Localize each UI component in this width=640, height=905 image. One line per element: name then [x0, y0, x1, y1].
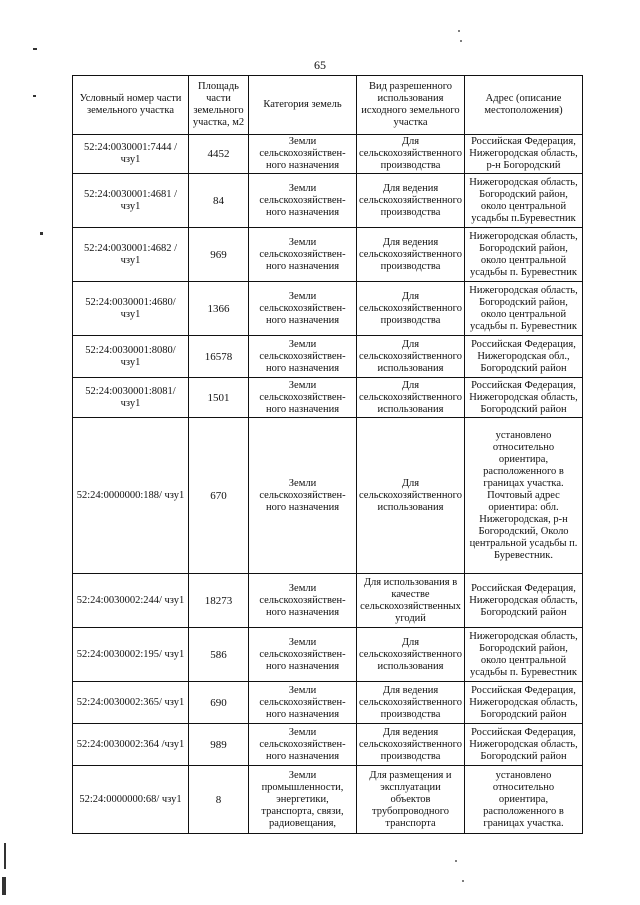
cell-number: 52:24:0030001:4681 /чзу1 — [73, 174, 189, 228]
scan-dash — [40, 232, 43, 235]
cell-area: 1501 — [189, 378, 249, 418]
table-header-row — [73, 76, 583, 135]
scan-edge-line — [2, 877, 6, 895]
cell-category: Земли сельскохозяйствен-ного назначения — [249, 682, 357, 724]
cell-area: 18273 — [189, 574, 249, 628]
cell-number: 52:24:0030001:8080/ чзу1 — [73, 336, 189, 378]
cell-number: 52:24:0030001:4680/ чзу1 — [73, 282, 189, 336]
header-use: Вид разрешенного использования исходного земельного участка — [357, 76, 465, 135]
scan-dash — [33, 95, 36, 97]
cell-category: Земли промышленности, энергетики, транспорта, связи, радиовещания, — [249, 766, 357, 834]
cell-use: Для сельскохозяйственного использования — [357, 628, 465, 682]
cell-use: Для ведения сельскохозяйственного производства — [357, 228, 465, 282]
cell-number: 52:24:0000000:68/ чзу1 — [73, 766, 189, 834]
cell-category: Земли сельскохозяйствен-ного назначения — [249, 574, 357, 628]
cell-address: Нижегородская область, Богородский район, около центральной усадьбы п. Буревестник — [465, 228, 583, 282]
cell-category: Земли сельскохозяйствен-ного назначения — [249, 628, 357, 682]
page-number: 65 — [314, 58, 326, 72]
cell-address: Российская Федерация, Нижегородская область, Богородский район — [465, 682, 583, 724]
cell-address: Российская Федерация, Нижегородская обл., Богородский район — [465, 336, 583, 378]
cell-area: 84 — [189, 174, 249, 228]
cell-number: 52:24:0030002:195/ чзу1 — [73, 628, 189, 682]
cell-category: Земли сельскохозяйствен-ного назначения — [249, 174, 357, 228]
scan-speck — [455, 860, 457, 862]
scan-speck — [462, 880, 464, 882]
cell-area: 690 — [189, 682, 249, 724]
cell-use: Для сельскохозяйственного производства — [357, 135, 465, 174]
table-row — [73, 135, 583, 174]
cell-use: Для сельскохозяйственного использования — [357, 378, 465, 418]
cell-area: 989 — [189, 724, 249, 766]
table-row — [73, 766, 583, 834]
land-parcels-table — [72, 75, 583, 834]
table-row — [73, 282, 583, 336]
cell-number: 52:24:0030002:364 /чзу1 — [73, 724, 189, 766]
cell-address: установлено относительно ориентира, расположенного в границах участка. Почтовый адрес ориентира: обл. Нижегородская, р-н Богородский, Около центральной усадьбы п. Буревестник. — [465, 418, 583, 574]
cell-use: Для ведения сельскохозяйственного производства — [357, 682, 465, 724]
cell-category: Земли сельскохозяйствен-ного назначения — [249, 282, 357, 336]
table-row — [73, 724, 583, 766]
cell-use: Для ведения сельскохозяйственного производства — [357, 724, 465, 766]
header-area: Площадь части земельного участка, м2 — [189, 76, 249, 135]
cell-address: Российская Федерация, Нижегородская область, Богородский район — [465, 724, 583, 766]
cell-area: 8 — [189, 766, 249, 834]
cell-area: 16578 — [189, 336, 249, 378]
table-row — [73, 682, 583, 724]
cell-category: Земли сельскохозяйствен-ного назначения — [249, 336, 357, 378]
cell-category: Земли сельскохозяйствен-ного назначения — [249, 378, 357, 418]
cell-number: 52:24:0030002:244/ чзу1 — [73, 574, 189, 628]
header-address: Адрес (описание местоположения) — [465, 76, 583, 135]
cell-number: 52:24:0030001:8081/ чзу1 — [73, 378, 189, 418]
cell-address: Нижегородская область, Богородский район, около центральной усадьбы п. Буревестник — [465, 628, 583, 682]
cell-number: 52:24:0000000:188/ чзу1 — [73, 418, 189, 574]
cell-address: установлено относительно ориентира, расположенного в границах участка. — [465, 766, 583, 834]
header-category: Категория земель — [249, 76, 357, 135]
table-row — [73, 336, 583, 378]
cell-number: 52:24:0030001:7444 /чзу1 — [73, 135, 189, 174]
cell-number: 52:24:0030001:4682 /чзу1 — [73, 228, 189, 282]
cell-area: 586 — [189, 628, 249, 682]
table-row — [73, 628, 583, 682]
table-row — [73, 418, 583, 574]
scan-dash — [33, 48, 37, 50]
cell-use: Для сельскохозяйственного производства — [357, 282, 465, 336]
cell-area: 670 — [189, 418, 249, 574]
cell-number: 52:24:0030002:365/ чзу1 — [73, 682, 189, 724]
scan-edge-line — [4, 843, 6, 869]
table-row — [73, 228, 583, 282]
table-row — [73, 574, 583, 628]
cell-address: Российская Федерация, Нижегородская область, Богородский район — [465, 574, 583, 628]
table-row — [73, 174, 583, 228]
cell-area: 969 — [189, 228, 249, 282]
cell-address: Российская Федерация, Нижегородская область, Богородский район — [465, 378, 583, 418]
cell-address: Нижегородская область, Богородский район, около центральной усадьбы п. Буревестник — [465, 282, 583, 336]
cell-use: Для сельскохозяйственного использования — [357, 418, 465, 574]
cell-category: Земли сельскохозяйствен-ного назначения — [249, 724, 357, 766]
header-number: Условный номер части земельного участка — [73, 76, 189, 135]
cell-category: Земли сельскохозяйствен-ного назначения — [249, 135, 357, 174]
cell-address: Нижегородская область, Богородский район, около центральной усадьбы п.Буревестник — [465, 174, 583, 228]
cell-use: Для сельскохозяйственного использования — [357, 336, 465, 378]
cell-use: Для ведения сельскохозяйственного производства — [357, 174, 465, 228]
cell-address: Российская Федерация, Нижегородская область, р-н Богородский — [465, 135, 583, 174]
table-row — [73, 378, 583, 418]
cell-category: Земли сельскохозяйствен-ного назначения — [249, 228, 357, 282]
cell-use: Для использования в качестве сельскохозяйственных угодий — [357, 574, 465, 628]
cell-use: Для размещения и эксплуатации объектов трубопроводного транспорта — [357, 766, 465, 834]
cell-area: 4452 — [189, 135, 249, 174]
scan-speck — [458, 30, 460, 32]
cell-area: 1366 — [189, 282, 249, 336]
cell-category: Земли сельскохозяйствен-ного назначения — [249, 418, 357, 574]
scan-speck — [460, 40, 462, 42]
